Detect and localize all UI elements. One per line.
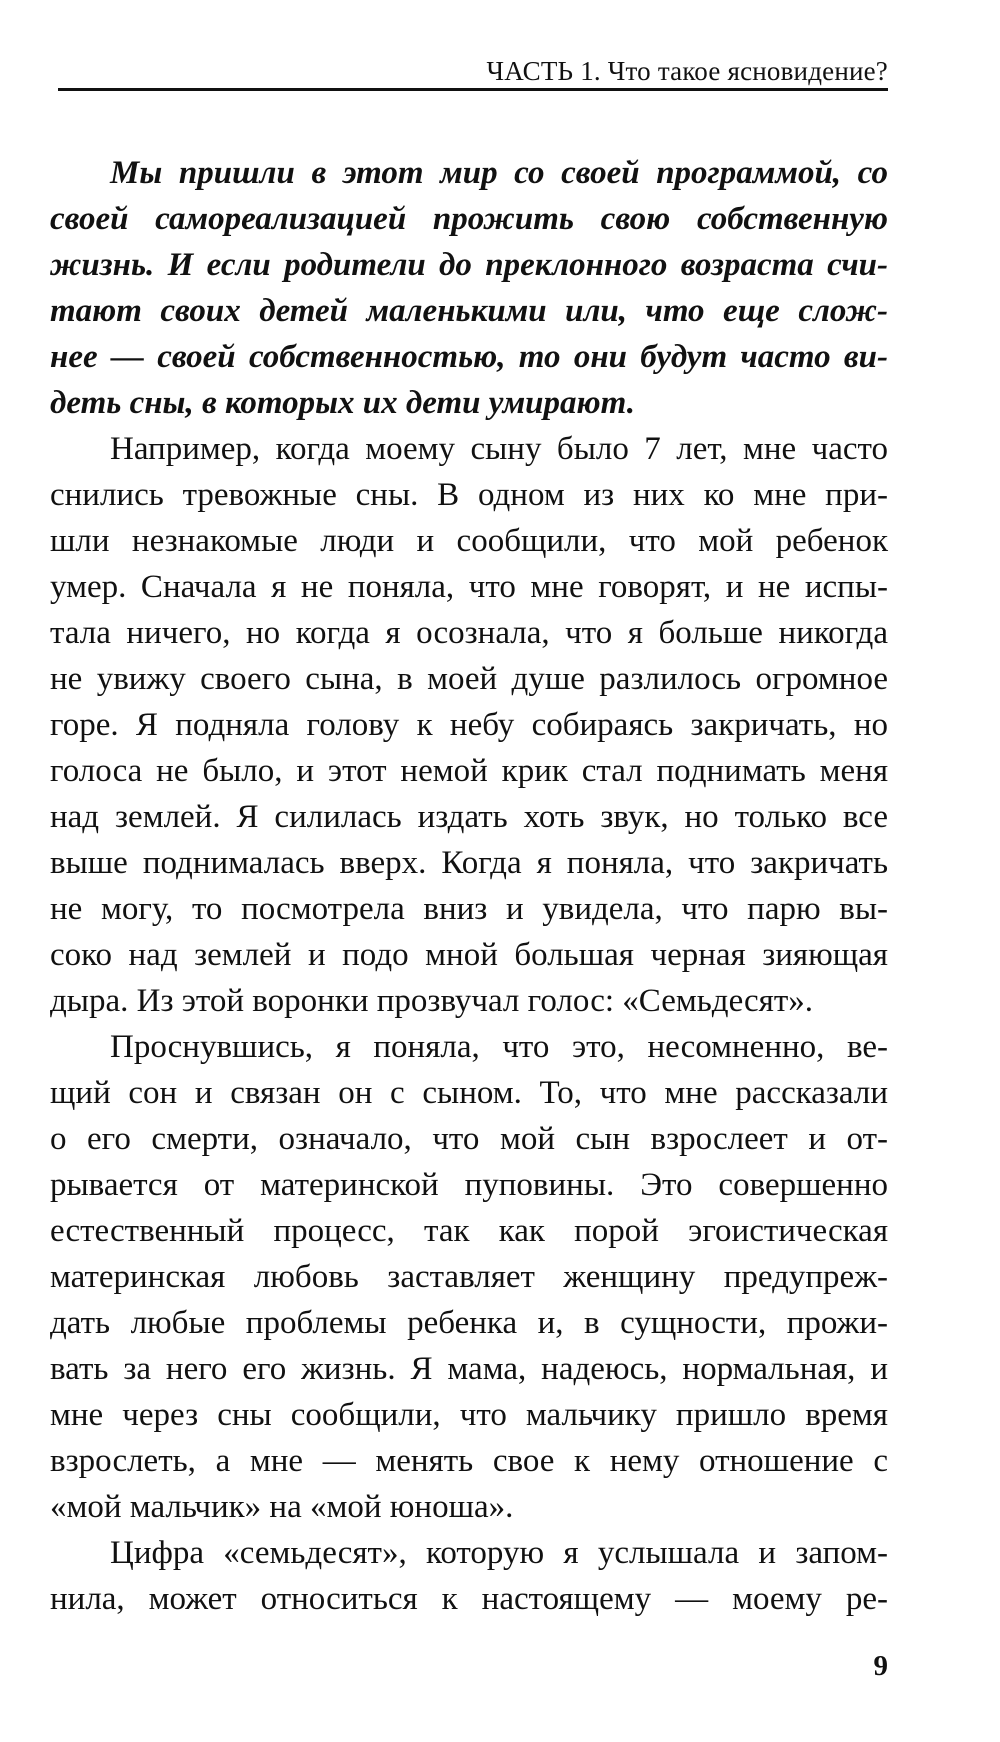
text-line: нила, может относиться к настоящему — моему ре- — [50, 1581, 888, 1617]
running-head-rule — [58, 88, 888, 91]
text-line: умер. Сначала я не поняла, что мне говорят, и не испы- — [50, 569, 888, 605]
running-head-title: ЧАСТЬ 1. Что такое ясновидение? — [486, 56, 888, 86]
text-line: взрослеть, а мне — менять свое к нему отношение с — [50, 1443, 888, 1479]
paragraph — [50, 1530, 888, 1622]
page-number: 9 — [873, 1650, 888, 1682]
text-line: шли незнакомые люди и сообщили, что мой ребенок — [50, 523, 888, 559]
text-line: Например, когда моему сыну было 7 лет, мне часто — [110, 431, 888, 467]
text-line: горе. Я подняла голову к небу собираясь закричать, но — [50, 707, 888, 743]
text-line: Цифра «семьдесят», которую я услышала и запом- — [110, 1535, 888, 1571]
body-text — [50, 150, 888, 1622]
text-line: своей самореализацией прожить свою собственную — [50, 201, 888, 237]
text-line: Проснувшись, я поняла, что это, несомненно, ве- — [110, 1029, 888, 1065]
text-line: вать за него его жизнь. Я мама, надеюсь, нормальная, и — [50, 1351, 888, 1387]
text-line: дыра. Из этой воронки прозвучал голос: «Семьдесят». — [50, 983, 814, 1019]
text-line: деть сны, в которых их дети умирают. — [50, 385, 635, 421]
text-line: жизнь. И если родители до преклонного возраста счи- — [50, 247, 888, 283]
text-line: «мой мальчик» на «мой юноша». — [50, 1489, 514, 1525]
text-line: о его смерти, означало, что мой сын взрослеет и от- — [50, 1121, 888, 1157]
text-line: не увижу своего сына, в моей душе разлилось огромное — [50, 661, 888, 697]
text-line: тала ничего, но когда я осознала, что я больше никогда — [50, 615, 888, 651]
text-line: щий сон и связан он с сыном. То, что мне рассказали — [50, 1075, 888, 1111]
text-line: мне через сны сообщили, что мальчику пришло время — [50, 1397, 888, 1433]
text-line: выше поднималась вверх. Когда я поняла, что закричать — [50, 845, 888, 881]
text-line: снились тревожные сны. В одном из них ко мне при- — [50, 477, 888, 513]
paragraph — [50, 150, 888, 426]
text-line: материнская любовь заставляет женщину предупреж- — [50, 1259, 888, 1295]
text-line: рывается от материнской пуповины. Это совершенно — [50, 1167, 888, 1203]
text-line: нее — своей собственностью, то они будут часто ви- — [50, 339, 888, 375]
paragraph — [50, 1024, 888, 1530]
text-line: тают своих детей маленькими или, что еще слож- — [50, 293, 888, 329]
text-line: естественный процесс, так как порой эгоистическая — [50, 1213, 888, 1249]
text-line: соко над землей и подо мной большая черная зияющая — [50, 937, 888, 973]
paragraph — [50, 426, 888, 1024]
text-line: над землей. Я силилась издать хоть звук, но только все — [50, 799, 888, 835]
text-line: не могу, то посмотрела вниз и увидела, что парю вы- — [50, 891, 888, 927]
running-head — [58, 50, 888, 92]
text-line: голоса не было, и этот немой крик стал поднимать меня — [50, 753, 888, 789]
text-line: Мы пришли в этот мир со своей программой, со — [110, 155, 888, 191]
text-line: дать любые проблемы ребенка и, в сущности, прожи- — [50, 1305, 888, 1341]
